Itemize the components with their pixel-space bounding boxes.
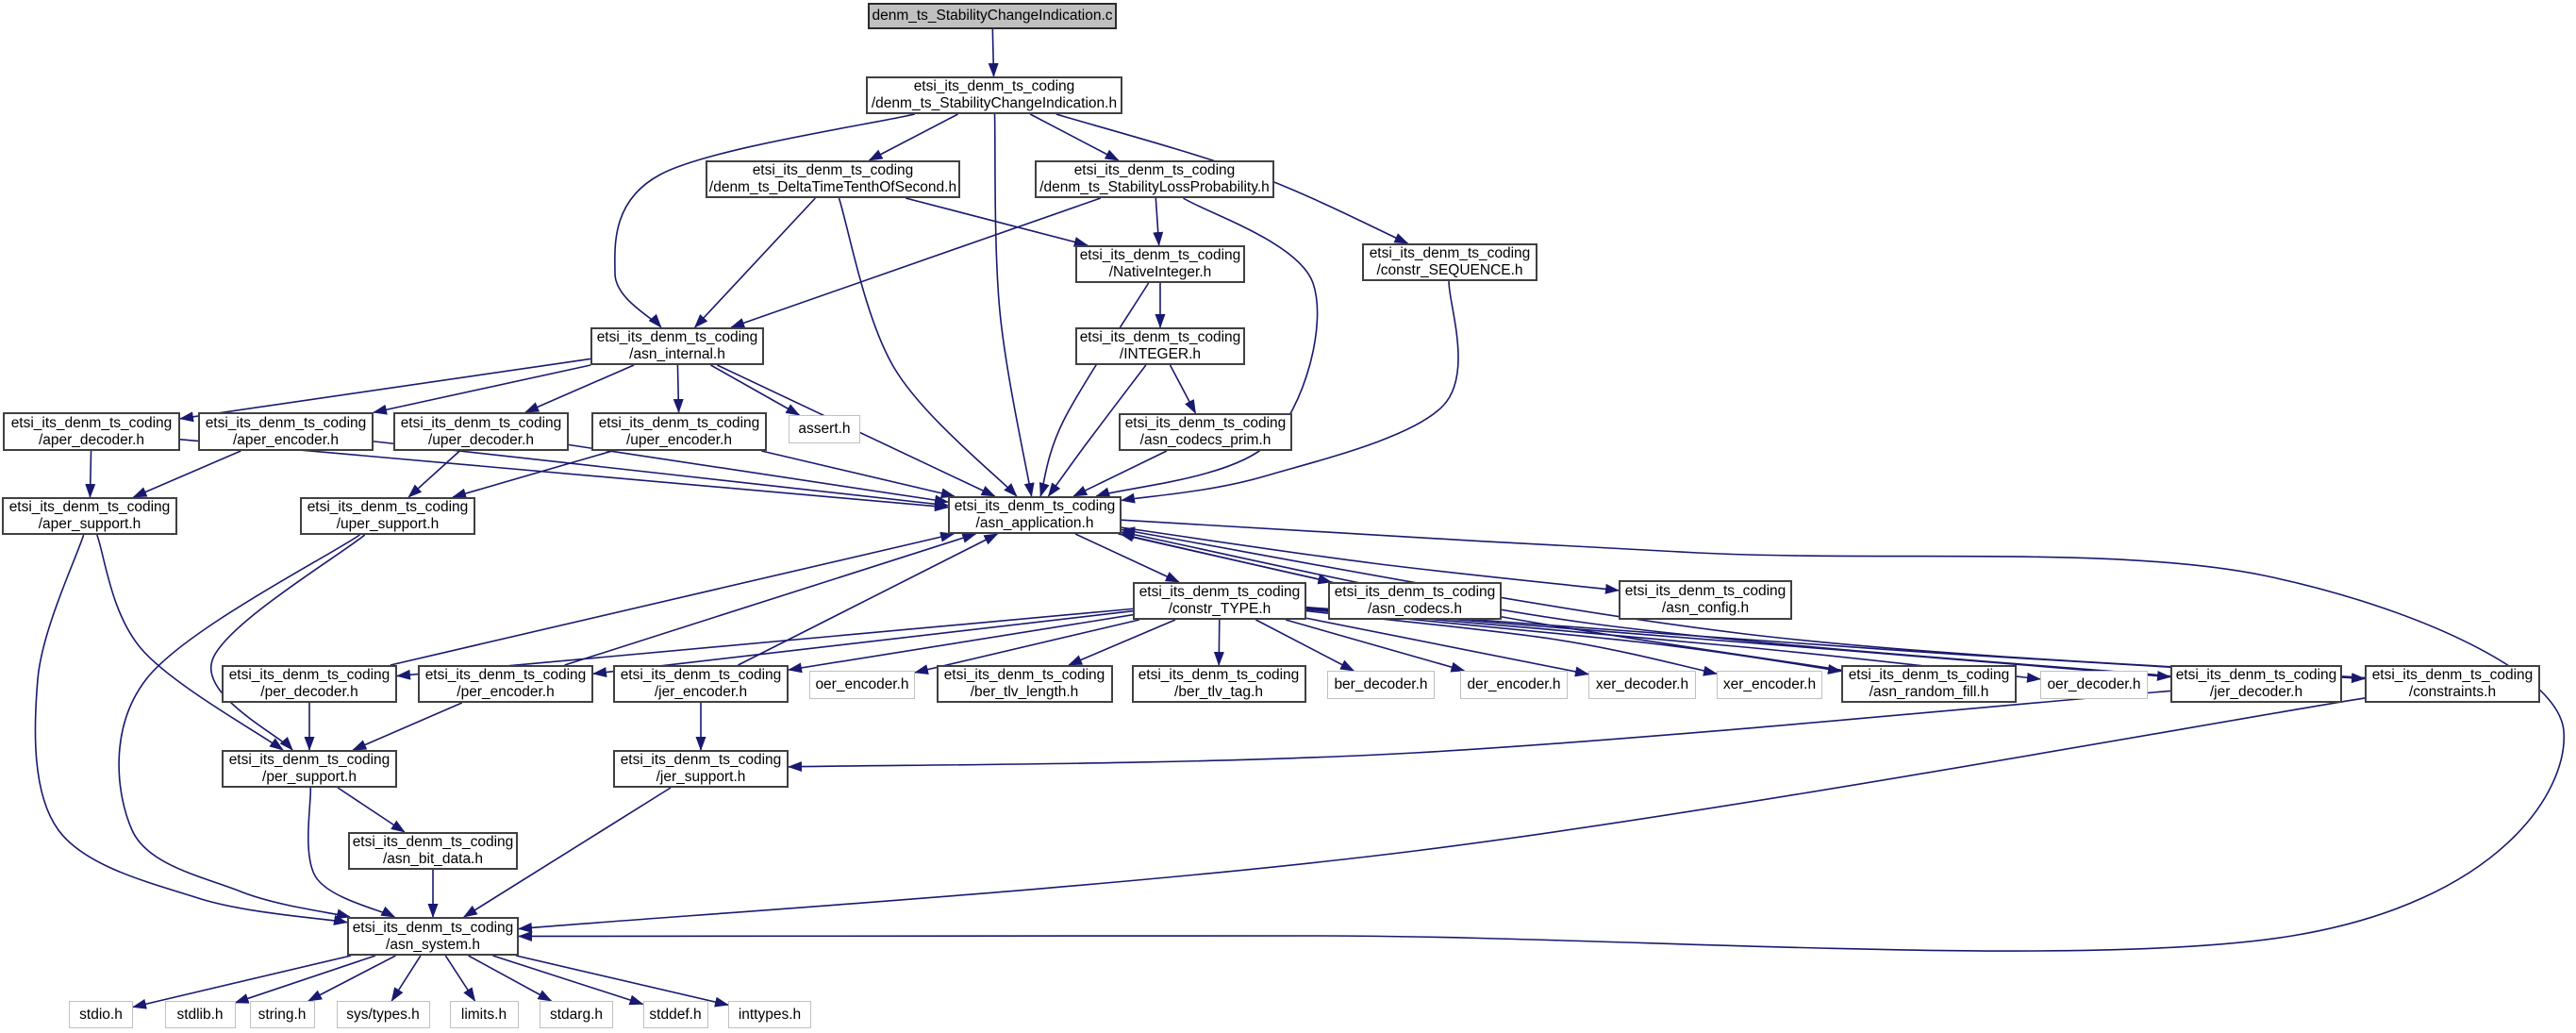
graph-edge-uper_enc-to-app: [761, 451, 954, 496]
graph-edge-ctype-to-ber_dec: [1255, 620, 1354, 671]
graph-edge-ctype-to-der_enc: [1286, 620, 1464, 671]
graph-node-label: etsi_its_denm_ts_coding: [8, 499, 171, 515]
graph-node-uper_sup[interactable]: [300, 497, 475, 535]
graph-node-uper_enc[interactable]: [591, 412, 767, 451]
graph-edge-integer-to-codecs_prim: [1171, 365, 1196, 413]
graph-node-xer_enc: [1717, 671, 1822, 699]
graph-node-per_dec[interactable]: [222, 665, 397, 703]
graph-node-label: etsi_its_denm_ts_coding: [596, 329, 758, 345]
graph-node-stdlib: [165, 1001, 236, 1028]
graph-node-label: sys/types.h: [346, 1006, 420, 1023]
graph-node-label: etsi_its_denm_ts_coding: [752, 162, 914, 178]
graph-node-label: /uper_decoder.h: [427, 431, 535, 448]
graph-edge-internal-to-uper_dec: [525, 365, 634, 412]
graph-edge-c_file-to-h_main: [992, 29, 993, 76]
graph-node-loss[interactable]: [1035, 160, 1274, 198]
graph-node-label: /asn_system.h: [386, 936, 480, 953]
graph-edge-per_sup-to-bitdata: [338, 788, 405, 832]
graph-node-label: etsi_its_denm_ts_coding: [1848, 667, 2010, 683]
graph-node-label: /NativeInteger.h: [1108, 264, 1212, 280]
graph-node-aper_enc[interactable]: [198, 412, 374, 451]
graph-node-aper_sup[interactable]: [2, 497, 177, 535]
graph-node-label: /asn_random_fill.h: [1869, 684, 1989, 700]
graph-node-xer_dec: [1588, 671, 1696, 699]
graph-node-label: /asn_codecs_prim.h: [1139, 432, 1271, 448]
graph-node-label: etsi_its_denm_ts_coding: [400, 414, 562, 431]
graph-node-label: /INTEGER.h: [1119, 346, 1202, 362]
graph-node-label: /aper_encoder.h: [232, 431, 340, 448]
graph-node-label: /aper_decoder.h: [38, 431, 145, 448]
graph-node-label: etsi_its_denm_ts_coding: [1138, 667, 1300, 683]
graph-edge-aper_dec-to-aper_sup: [90, 451, 91, 497]
graph-edge-ctype-to-btt: [1219, 620, 1220, 665]
graph-edge-aper_sup-to-per_sup: [97, 535, 283, 750]
graph-node-label: ber_decoder.h: [1334, 676, 1428, 692]
graph-node-der_enc: [1460, 671, 1568, 699]
graph-node-label: /per_decoder.h: [260, 684, 358, 700]
graph-node-label: etsi_its_denm_ts_coding: [228, 667, 391, 683]
graph-node-label: stddef.h: [649, 1006, 702, 1023]
graph-node-label: stdarg.h: [549, 1006, 603, 1023]
graph-node-label: etsi_its_denm_ts_coding: [1369, 245, 1531, 261]
graph-node-label: /constr_SEQUENCE.h: [1376, 262, 1523, 278]
graph-edge-uper_dec-to-uper_sup: [408, 451, 459, 497]
graph-node-label: /asn_bit_data.h: [382, 851, 483, 867]
graph-node-native[interactable]: [1075, 245, 1245, 283]
graph-edge-uper_sup-to-per_sup: [211, 535, 365, 750]
graph-edge-system-to-stdio: [133, 956, 351, 1007]
graph-node-systypes: [337, 1001, 430, 1028]
graph-node-label: /ber_tlv_length.h: [970, 684, 1079, 700]
graph-node-label: /constraints.h: [2408, 684, 2497, 700]
graph-node-label: /asn_config.h: [1661, 600, 1750, 616]
graph-edge-internal-to-aper_enc: [374, 365, 590, 412]
graph-edge-app-to-system: [519, 520, 2564, 951]
graph-node-label: /denm_ts_DeltaTimeTenthOfSecond.h: [708, 179, 957, 195]
graph-node-label: /per_support.h: [262, 769, 357, 785]
graph-node-h_main[interactable]: [866, 76, 1122, 114]
graph-node-label: /jer_decoder.h: [2209, 684, 2303, 700]
graph-node-label: /constr_TYPE.h: [1168, 601, 1271, 617]
graph-edge-native-to-app: [1040, 283, 1148, 496]
graph-node-label: /uper_encoder.h: [625, 431, 733, 448]
graph-node-label: etsi_its_denm_ts_coding: [1334, 584, 1496, 600]
graph-node-label: limits.h: [460, 1006, 507, 1023]
graph-node-label: denm_ts_StabilityChangeIndication.c: [872, 8, 1113, 24]
graph-edge-system-to-stdarg: [469, 956, 552, 1001]
graph-node-label: assert.h: [798, 421, 851, 437]
graph-edge-per_enc-to-app: [565, 534, 976, 665]
graph-node-oer_dec: [2040, 671, 2148, 699]
graph-node-acodecs[interactable]: [1328, 582, 1502, 620]
graph-node-assert: [789, 415, 860, 443]
graph-node-label: etsi_its_denm_ts_coding: [1124, 415, 1287, 431]
graph-node-label: string.h: [258, 1006, 307, 1023]
graph-node-label: /per_encoder.h: [457, 684, 555, 700]
graph-node-label: stdlib.h: [176, 1006, 224, 1023]
graph-edge-delta-to-app: [839, 198, 1017, 496]
graph-node-string: [250, 1001, 315, 1028]
graph-edge-aper_enc-to-aper_sup: [133, 451, 241, 497]
graph-node-label: /ber_tlv_tag.h: [1174, 684, 1263, 700]
graph-node-per_enc[interactable]: [418, 665, 593, 703]
graph-edge-uper_enc-to-uper_sup: [453, 451, 612, 497]
graph-edge-seq-to-app: [1119, 281, 1458, 500]
graph-node-label: etsi_its_denm_ts_coding: [352, 834, 514, 850]
graph-node-stdio: [69, 1001, 133, 1028]
graph-node-label: etsi_its_denm_ts_coding: [1138, 584, 1301, 600]
graph-node-label: etsi_its_denm_ts_coding: [1079, 247, 1241, 263]
graph-edge-aper_sup-to-system: [35, 535, 347, 923]
graph-node-label: /jer_support.h: [656, 769, 746, 785]
graph-node-label: etsi_its_denm_ts_coding: [205, 414, 367, 431]
graph-node-label: /asn_internal.h: [629, 346, 725, 362]
graph-node-jer_enc[interactable]: [613, 665, 789, 703]
graph-node-label: etsi_its_denm_ts_coding: [620, 752, 782, 768]
graph-node-label: etsi_its_denm_ts_coding: [943, 667, 1105, 683]
graph-edge-uper_dec-to-app: [569, 445, 948, 503]
graph-node-label: /denm_ts_StabilityLossProbability.h: [1039, 179, 1270, 195]
graph-edge-constr-to-system: [519, 698, 2365, 929]
graph-node-label: etsi_its_denm_ts_coding: [913, 78, 1075, 94]
graph-node-inttypes: [728, 1001, 811, 1028]
graph-node-label: etsi_its_denm_ts_coding: [1073, 162, 1236, 178]
graph-edge-h_main-to-internal: [615, 114, 915, 327]
graph-node-label: etsi_its_denm_ts_coding: [352, 919, 514, 936]
graph-node-label: etsi_its_denm_ts_coding: [424, 667, 587, 683]
graph-node-label: etsi_its_denm_ts_coding: [598, 414, 760, 431]
graph-edge-loss-to-internal: [731, 198, 1101, 327]
graph-edge-delta-to-internal: [695, 198, 816, 327]
graph-node-per_sup[interactable]: [222, 750, 397, 788]
graph-node-label: oer_decoder.h: [2047, 676, 2141, 692]
graph-node-system[interactable]: [347, 917, 519, 956]
graph-edge-h_main-to-loss: [1030, 114, 1119, 160]
graph-node-integer[interactable]: [1075, 327, 1245, 365]
graph-node-label: /jer_encoder.h: [654, 684, 748, 700]
graph-node-btl[interactable]: [937, 665, 1113, 703]
graph-edge-codecs_prim-to-app: [1073, 451, 1167, 496]
graph-node-aconfig[interactable]: [1619, 580, 1792, 620]
graph-node-label: oer_encoder.h: [815, 676, 909, 692]
graph-node-limits: [450, 1001, 519, 1028]
graph-node-codecs_prim[interactable]: [1119, 413, 1292, 451]
graph-node-label: /aper_support.h: [38, 516, 141, 532]
graph-edge-per_enc-to-per_sup: [353, 703, 462, 750]
graph-node-label: etsi_its_denm_ts_coding: [10, 414, 173, 431]
graph-node-label: etsi_its_denm_ts_coding: [307, 499, 469, 515]
graph-node-label: /asn_codecs.h: [1368, 601, 1462, 617]
graph-node-label: etsi_its_denm_ts_coding: [1079, 329, 1241, 345]
graph-node-oer_enc: [809, 671, 915, 699]
graph-node-jer_sup[interactable]: [613, 750, 789, 788]
graph-node-btt[interactable]: [1132, 665, 1306, 703]
graph-edge-uper_sup-to-system: [119, 535, 359, 917]
graph-node-bitdata[interactable]: [348, 832, 518, 870]
graph-node-ber_dec: [1327, 671, 1435, 699]
graph-node-label: xer_decoder.h: [1595, 676, 1689, 692]
graph-edge-internal-to-assert: [710, 365, 799, 415]
graph-node-label: etsi_its_denm_ts_coding: [228, 752, 391, 768]
graph-edge-system-to-systypes: [391, 956, 421, 1001]
graph-node-label: xer_encoder.h: [1722, 676, 1817, 692]
graph-node-seq[interactable]: [1362, 243, 1537, 281]
graph-node-stddef: [643, 1001, 708, 1028]
graph-node-label: etsi_its_denm_ts_coding: [2371, 667, 2534, 683]
graph-node-label: der_encoder.h: [1467, 676, 1561, 692]
graph-edge-system-to-limits: [445, 956, 474, 1001]
graph-node-app[interactable]: [948, 496, 1122, 534]
graph-node-label: etsi_its_denm_ts_coding: [2175, 667, 2337, 683]
graph-node-label: inttypes.h: [738, 1006, 802, 1023]
graph-node-stdarg: [540, 1001, 613, 1028]
graph-node-label: etsi_its_denm_ts_coding: [1624, 583, 1787, 599]
graph-edge-app-to-aconfig: [1122, 527, 1619, 591]
graph-edge-h_main-to-app: [995, 114, 1032, 496]
graph-node-label: /uper_support.h: [336, 516, 440, 532]
graph-node-jer_decd[interactable]: [2170, 665, 2342, 703]
graph-node-uper_dec[interactable]: [393, 412, 569, 451]
graph-node-ctype[interactable]: [1133, 582, 1306, 620]
graph-node-label: /denm_ts_StabilityChangeIndication.h: [871, 95, 1118, 111]
graph-node-label: etsi_its_denm_ts_coding: [620, 667, 782, 683]
graph-node-internal[interactable]: [590, 327, 764, 365]
graph-edge-ctype-to-btl: [1069, 620, 1175, 665]
graph-node-label: stdio.h: [79, 1006, 123, 1023]
graph-node-rand[interactable]: [1841, 665, 2017, 703]
graph-node-delta[interactable]: [706, 160, 960, 198]
graph-edge-loss-to-native: [1155, 198, 1158, 245]
graph-edge-system-to-stdlib: [236, 956, 375, 1003]
graph-edge-internal-to-uper_enc: [677, 365, 678, 412]
graph-node-label: etsi_its_denm_ts_coding: [954, 498, 1116, 514]
graph-node-aper_dec[interactable]: [3, 412, 180, 451]
graph-node-constr[interactable]: [2365, 665, 2540, 703]
graph-node-label: /asn_application.h: [975, 515, 1094, 531]
graph-node-c_file: [868, 3, 1117, 29]
